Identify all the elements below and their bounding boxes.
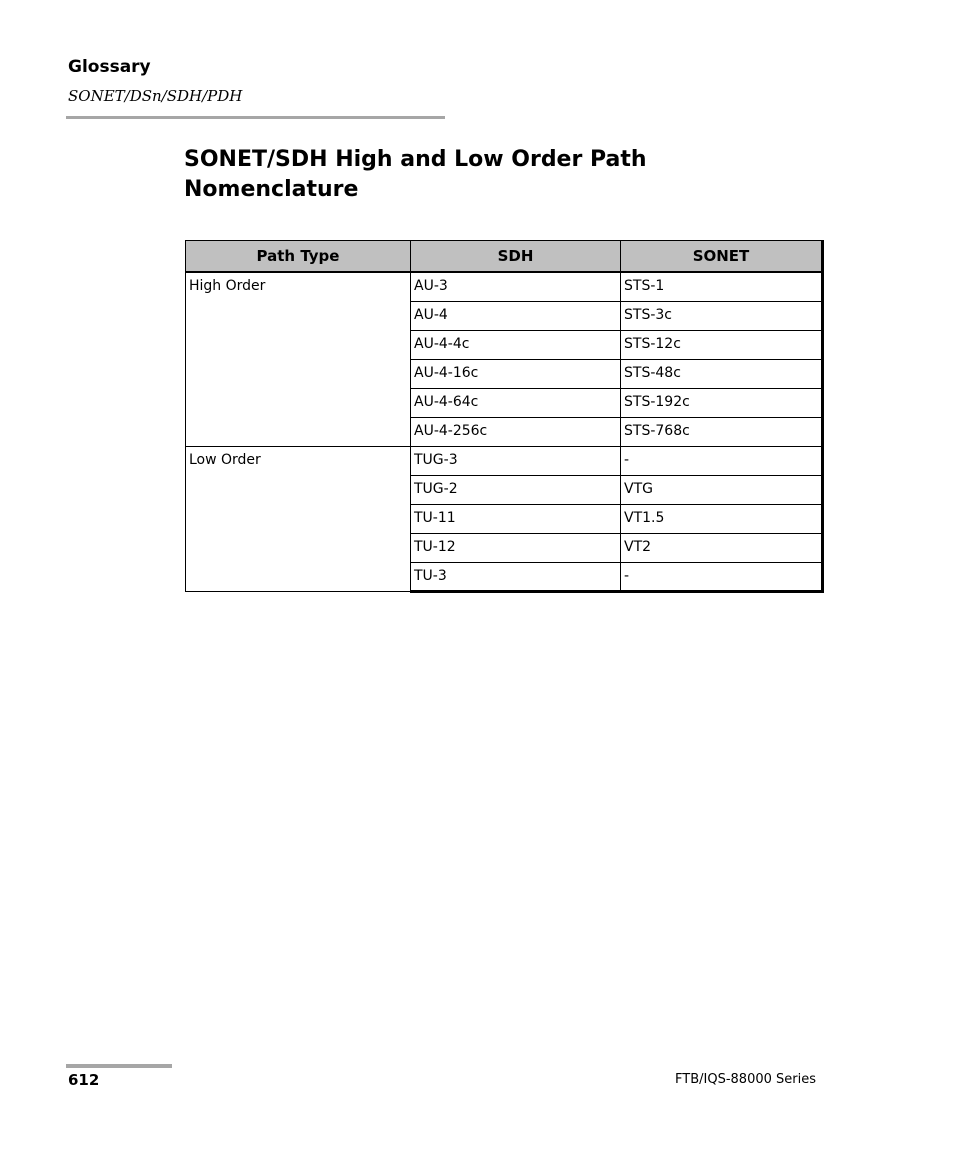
section-heading: Glossary [68, 57, 151, 77]
sonet-cell: STS-768c [621, 417, 823, 446]
header-divider [66, 116, 445, 119]
sdh-cell: TU-11 [411, 504, 621, 533]
path-type-cell: Low Order [186, 446, 411, 591]
page-title: SONET/SDH High and Low Order Path Nomenclature [184, 147, 647, 202]
sdh-cell: TUG-2 [411, 475, 621, 504]
sonet-cell: VT1.5 [621, 504, 823, 533]
table-row [186, 446, 823, 475]
sdh-cell: AU-4 [411, 301, 621, 330]
sonet-cell: - [621, 562, 823, 591]
sdh-cell: AU-4-64c [411, 388, 621, 417]
sonet-cell: STS-12c [621, 330, 823, 359]
sdh-cell: AU-4-4c [411, 330, 621, 359]
sdh-cell: TU-12 [411, 533, 621, 562]
table-row [186, 272, 823, 301]
sdh-cell: TUG-3 [411, 446, 621, 475]
page-number: 612 [68, 1071, 100, 1089]
sonet-cell: STS-192c [621, 388, 823, 417]
sonet-cell: - [621, 446, 823, 475]
nomenclature-table [185, 240, 824, 593]
sonet-cell: VTG [621, 475, 823, 504]
subsection-heading: SONET/DSn/SDH/PDH [68, 87, 243, 105]
sonet-cell: STS-48c [621, 359, 823, 388]
sdh-cell: TU-3 [411, 562, 621, 591]
table-header-row [186, 241, 823, 273]
footer-divider [66, 1064, 172, 1068]
sdh-cell: AU-4-16c [411, 359, 621, 388]
column-header-sdh: SDH [411, 241, 621, 273]
sonet-cell: STS-3c [621, 301, 823, 330]
column-header-path-type: Path Type [186, 241, 411, 273]
sdh-cell: AU-3 [411, 272, 621, 301]
column-header-sonet: SONET [621, 241, 823, 273]
sonet-cell: STS-1 [621, 272, 823, 301]
sdh-cell: AU-4-256c [411, 417, 621, 446]
table-body [186, 272, 823, 591]
sonet-cell: VT2 [621, 533, 823, 562]
product-series: FTB/IQS-88000 Series [675, 1072, 816, 1087]
path-type-cell: High Order [186, 272, 411, 446]
